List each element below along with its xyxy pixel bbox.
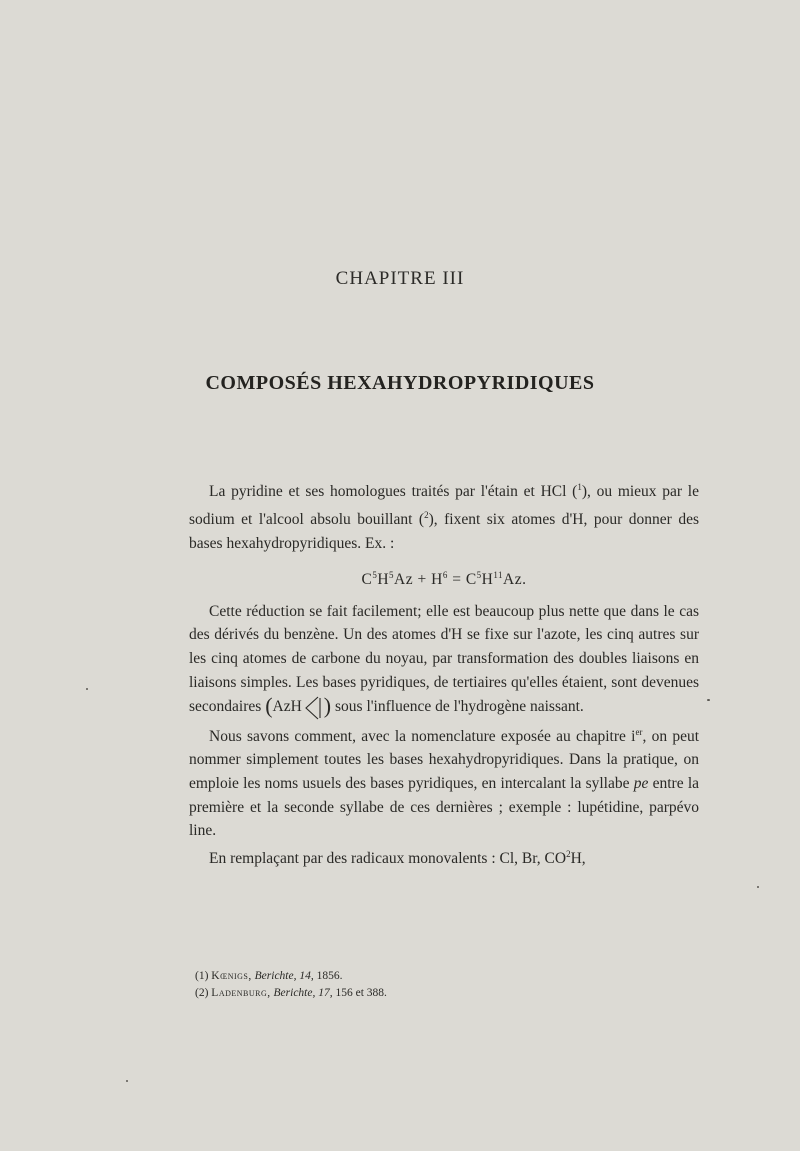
paragraph-3 — [189, 721, 699, 843]
footnote-2 — [189, 985, 699, 1002]
chapter-heading: CHAPITRE III — [335, 268, 465, 289]
formula-part: H — [431, 571, 443, 589]
footnote-1 — [189, 968, 699, 985]
p4-superscript: 2 — [566, 848, 571, 859]
p2-text-b: sous l'influence de l'hydrogène naissant. — [331, 698, 584, 716]
formula-sup: 6 — [442, 570, 448, 581]
paragraph-2 — [189, 600, 699, 721]
paren-close: ) — [323, 693, 332, 719]
formula-sup: 5 — [476, 570, 482, 581]
footnote-author: Kœnigs, — [211, 970, 252, 982]
syllable-pe: pe — [633, 775, 649, 792]
formula-part: Az — [394, 571, 414, 589]
chapter-title: COMPOSÉS HEXAHYDROPYRIDIQUES — [205, 372, 595, 394]
paragraph-1 — [189, 476, 699, 555]
p3-superscript: er — [635, 726, 643, 737]
footnote-ref-1: 1 — [577, 482, 582, 492]
formula-part: H — [377, 571, 390, 589]
formula-part: H — [481, 571, 494, 589]
footnote-author: Ladenburg, — [211, 987, 271, 999]
footnote-journal: Berichte, 17, — [273, 987, 333, 999]
formula-part: C — [465, 571, 477, 589]
footnote-number: (1) — [195, 970, 209, 982]
formula-sup: 11 — [493, 570, 504, 581]
azh-group: AzH — [272, 698, 302, 716]
p3-text-a: Nous savons comment, avec la nomenclature exposée au chapitre i — [209, 727, 636, 745]
p1-text-c: ), fixent six atomes d'H, pour donner des bases hexahydropyridiques. Ex. : — [189, 510, 699, 552]
paren-open: ( — [265, 693, 273, 719]
p4-text-b: H, — [570, 849, 586, 867]
paper-speck — [126, 1080, 128, 1082]
formula-equals: = — [447, 571, 466, 589]
p3-text-c: entre la première et la seconde syllabe de ces dernières ; exemple : lupétidine, parpévo line. — [189, 775, 700, 840]
p1-text-a: La pyridine et ses homologues traités par l'étain et HCl ( — [209, 483, 578, 501]
paper-speck — [86, 688, 88, 690]
paper-speck — [707, 699, 710, 701]
ring-bond-icon — [302, 695, 324, 721]
p1-text-b: ), ou mieux par le sodium et l'alcool absolu bouillant ( — [189, 483, 699, 528]
paper-speck — [757, 886, 759, 888]
formula-part: Az. — [503, 571, 527, 589]
formula-sup: 5 — [389, 570, 395, 581]
footnote-rest: 156 et 388. — [332, 987, 387, 999]
p2-text-a: Cette réduction se fait facilement; elle est beaucoup plus nette que dans le cas des dérivés du benzène. Un des atomes d'H se fixe sur l'azote, les cinq autres sur les cinq atomes de carbone du noyau, par transformation des doubles liaisons en liaisons simples. Les bases pyridiques, de tertiaires qu'elles étaient, sont devenues secondaires — [189, 602, 699, 716]
footnote-rest: 1856. — [313, 970, 343, 982]
p4-text-a: En remplaçant par des radicaux monovalents : Cl, Br, CO — [209, 849, 567, 867]
footnotes — [189, 968, 699, 1002]
formula-sup: 5 — [372, 570, 378, 581]
formula-plus: + — [413, 571, 432, 589]
paragraph-4 — [189, 843, 699, 871]
footnote-journal: Berichte, 14, — [254, 970, 314, 982]
footnote-ref-2: 2 — [424, 509, 429, 520]
formula-part: C — [361, 571, 373, 589]
p3-text-b: , on peut nommer simplement toutes les bases hexahydropyridiques. Dans la pratique, on emploie les noms usuels des bases pyridiques, en intercalant la syllabe — [189, 727, 700, 792]
footnote-number: (2) — [195, 987, 209, 999]
chemical-equation — [189, 564, 699, 592]
body-text — [189, 476, 699, 871]
